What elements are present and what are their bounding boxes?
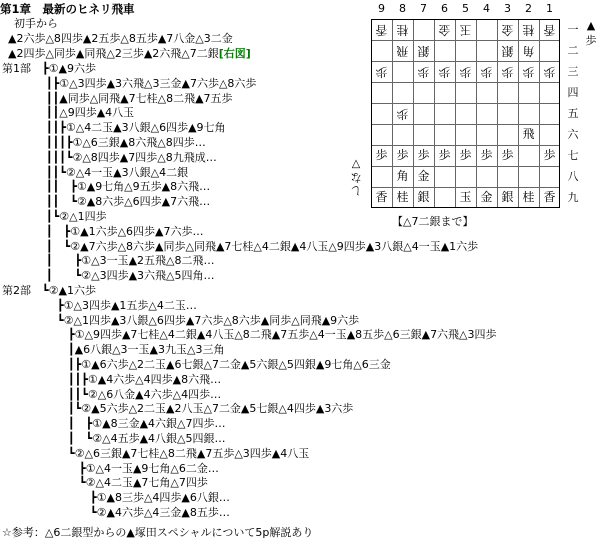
variation-line: ┗②△1四歩▲3八銀△6四歩▲7六歩△8六歩▲同歩△同飛▲9六歩 <box>2 313 360 327</box>
variation-line: ┣①△4一玉▲9七角△6二金… <box>2 461 219 475</box>
grid-line <box>539 20 540 207</box>
variation-line: ┃┃△9四歩▲4八玉 <box>2 106 135 120</box>
variation-line: ┗②△6三銀▲7七桂△8二飛▲7五歩△3四歩▲4八玉 <box>2 446 310 460</box>
gote-piece: 香 <box>543 23 556 37</box>
gote-piece: 歩 <box>543 65 556 79</box>
variation-line: ┗②△4二玉▲7七角△7四歩 <box>2 476 208 490</box>
column-number: 3 <box>504 2 511 15</box>
variation-line: ┗②▲4六歩△4三金▲8五歩… <box>2 506 230 519</box>
sente-piece: 銀 <box>501 190 514 204</box>
variation-line: 第2部 ┗②▲1六歩 <box>2 284 96 297</box>
column-number: 6 <box>441 2 448 15</box>
gote-hand-char: ▽ <box>351 158 361 171</box>
opening-moves-1: ▲2六歩△8四歩▲2五歩△8五歩▲7八金△3二金 <box>8 32 233 45</box>
row-number: 六 <box>567 128 579 141</box>
sente-piece: 香 <box>543 190 556 204</box>
variation-line: ┃┃┗②△4一玉▲3八銀△4二銀 <box>2 165 189 179</box>
opening-moves-2 <box>8 47 251 61</box>
gote-piece: 桂 <box>396 23 409 37</box>
gote-piece: 歩 <box>438 65 451 79</box>
variation-line: ┃┃┣①▲4六歩△4四歩▲8六飛… <box>2 372 222 386</box>
row-number: 四 <box>567 86 579 99</box>
row-number: 五 <box>567 107 579 120</box>
gote-piece: 銀 <box>501 44 514 58</box>
gote-piece: 金 <box>438 23 451 37</box>
gote-hand-char: し <box>350 184 362 197</box>
variation-line: ┃┃┃┣①△6三銀▲8六飛△8四歩… <box>2 136 206 149</box>
variation-line: ┃ ┣①▲8三金▲4六銀△7四歩… <box>2 417 226 431</box>
sente-piece: 歩 <box>480 148 493 162</box>
variation-line: ┃┃▲同歩△同飛▲7七桂△8二飛▲7五歩 <box>2 91 233 105</box>
shogi-board <box>371 19 560 208</box>
gote-piece: 歩 <box>417 65 430 79</box>
grid-line <box>434 20 435 207</box>
row-number: 一 <box>567 23 579 36</box>
gote-piece: 歩 <box>396 107 409 121</box>
column-number: 2 <box>525 2 532 15</box>
gote-hand-char: な <box>350 171 362 184</box>
variation-line: ┃ ┣①▲1六歩△6四歩▲7六歩… <box>2 224 204 238</box>
column-number: 4 <box>483 2 490 15</box>
sente-piece: 歩 <box>459 148 472 162</box>
sente-piece: 銀 <box>417 190 430 204</box>
sente-piece: 金 <box>417 169 430 183</box>
variation-line: ┃┃ ┣①▲9七角△9五歩▲8六飛… <box>2 180 211 194</box>
gote-piece: 歩 <box>522 65 535 79</box>
gote-piece: 金 <box>501 23 514 37</box>
grid-line <box>372 82 559 83</box>
chapter-title: 第1章 最新のヒネリ飛車 <box>0 2 135 16</box>
gote-piece: 香 <box>375 23 388 37</box>
sente-piece: 玉 <box>459 190 472 204</box>
variation-line: 第1部 ┣①▲9六歩 <box>2 62 96 75</box>
right-diagram-ref: [右図] <box>218 47 251 60</box>
variation-line: ┃┣①▲6六歩△2二玉▲6七銀△7二金▲5六銀△5四銀▲9七角△6三金 <box>2 358 391 371</box>
gote-piece: 銀 <box>417 44 430 58</box>
variation-line: ┃ ┗②△3四歩▲3六飛△5四角… <box>2 269 215 283</box>
sente-piece: 香 <box>375 190 388 204</box>
variation-line: ┃┗②△1四歩 <box>2 210 107 223</box>
footer-note: ☆参考：△6二銀型からの▲塚田スペシャルについて5p解説あり <box>2 526 314 539</box>
variation-line: ┃ ┣①△3一玉▲2五飛△8二飛… <box>2 254 215 268</box>
intro-text: 初手から <box>14 17 58 30</box>
sente-piece: 桂 <box>522 190 535 204</box>
sente-piece: 飛 <box>522 127 535 141</box>
variation-line: ┣①▲8三歩△4四歩▲6八銀… <box>2 491 230 505</box>
gote-piece: 角 <box>522 44 535 58</box>
gote-hand <box>348 158 364 197</box>
variation-line: ┃┃┣①△4二玉▲3八銀△6四歩▲9七角 <box>2 121 226 135</box>
sente-piece: 歩 <box>543 148 556 162</box>
gote-piece: 飛 <box>396 44 409 58</box>
row-number: 二 <box>567 44 579 57</box>
variation-line: ┃┃┗②△6八金▲4六歩△4四歩… <box>2 387 222 401</box>
opening-moves-2-text: ▲2四歩△同歩▲同飛△2三歩▲2六飛△7二銀 <box>8 47 219 60</box>
column-number: 1 <box>546 2 553 15</box>
grid-line <box>476 20 477 207</box>
variation-line: ┃ ┗②△4五歩▲4八銀△5四銀… <box>2 432 226 445</box>
grid-line <box>455 20 456 207</box>
sente-piece: 金 <box>480 190 493 204</box>
sente-piece: 歩 <box>501 148 514 162</box>
sente-hand <box>582 18 600 48</box>
column-number: 9 <box>378 2 385 15</box>
column-number: 5 <box>462 2 469 15</box>
variation-line: ┃┗②▲5六歩△2二玉▲2八玉△7二金▲5七銀△4四歩▲3六歩 <box>2 402 354 416</box>
gote-piece: 歩 <box>480 65 493 79</box>
gote-piece: 歩 <box>375 65 388 79</box>
variation-line: ┃ ┗②▲7六歩△8六歩▲同歩△同飛▲7七桂△4二銀▲4八玉△9四歩▲3八銀△4一玉▲1六歩 <box>2 239 479 253</box>
sente-piece: 歩 <box>438 148 451 162</box>
row-number: 七 <box>567 149 579 162</box>
variation-line: ┃┣①△3四歩▲3六飛△3三金▲7六歩△8六歩 <box>2 76 257 90</box>
gote-piece: 歩 <box>459 65 472 79</box>
sente-hand-char: 歩 <box>585 34 597 47</box>
sente-piece: 歩 <box>396 148 409 162</box>
sente-hand-char: ▲ <box>586 19 596 32</box>
gote-piece: 桂 <box>522 23 535 37</box>
variation-line: ┃┃┃┗②△8四歩▲7四歩△8九飛成… <box>2 150 217 164</box>
sente-piece: 歩 <box>375 148 388 162</box>
column-number: 7 <box>420 2 427 15</box>
column-number: 8 <box>399 2 406 15</box>
gote-piece: 玉 <box>459 23 472 37</box>
sente-piece: 桂 <box>396 190 409 204</box>
row-number: 九 <box>567 191 579 204</box>
row-number: 三 <box>567 65 579 78</box>
gote-piece: 歩 <box>501 65 514 79</box>
row-number: 八 <box>567 170 579 183</box>
diagram-caption: 【△7二銀まで】 <box>392 215 474 228</box>
variation-line: ┣①△9四歩▲7七桂△4二銀▲4八玉△8二飛▲7五歩△4一玉▲8五歩△6三銀▲7六飛△3四歩 <box>2 328 497 342</box>
variation-line: ┃┃ ┗②▲8六歩△6四歩▲7六飛… <box>2 195 211 209</box>
variation-line: ┣①△3四歩▲1五歩△4二玉… <box>2 298 197 312</box>
variation-line: ┃▲6八銀△3一玉▲3九玉△3三角 <box>2 343 225 357</box>
sente-piece: 歩 <box>417 148 430 162</box>
sente-piece: 角 <box>396 169 409 183</box>
